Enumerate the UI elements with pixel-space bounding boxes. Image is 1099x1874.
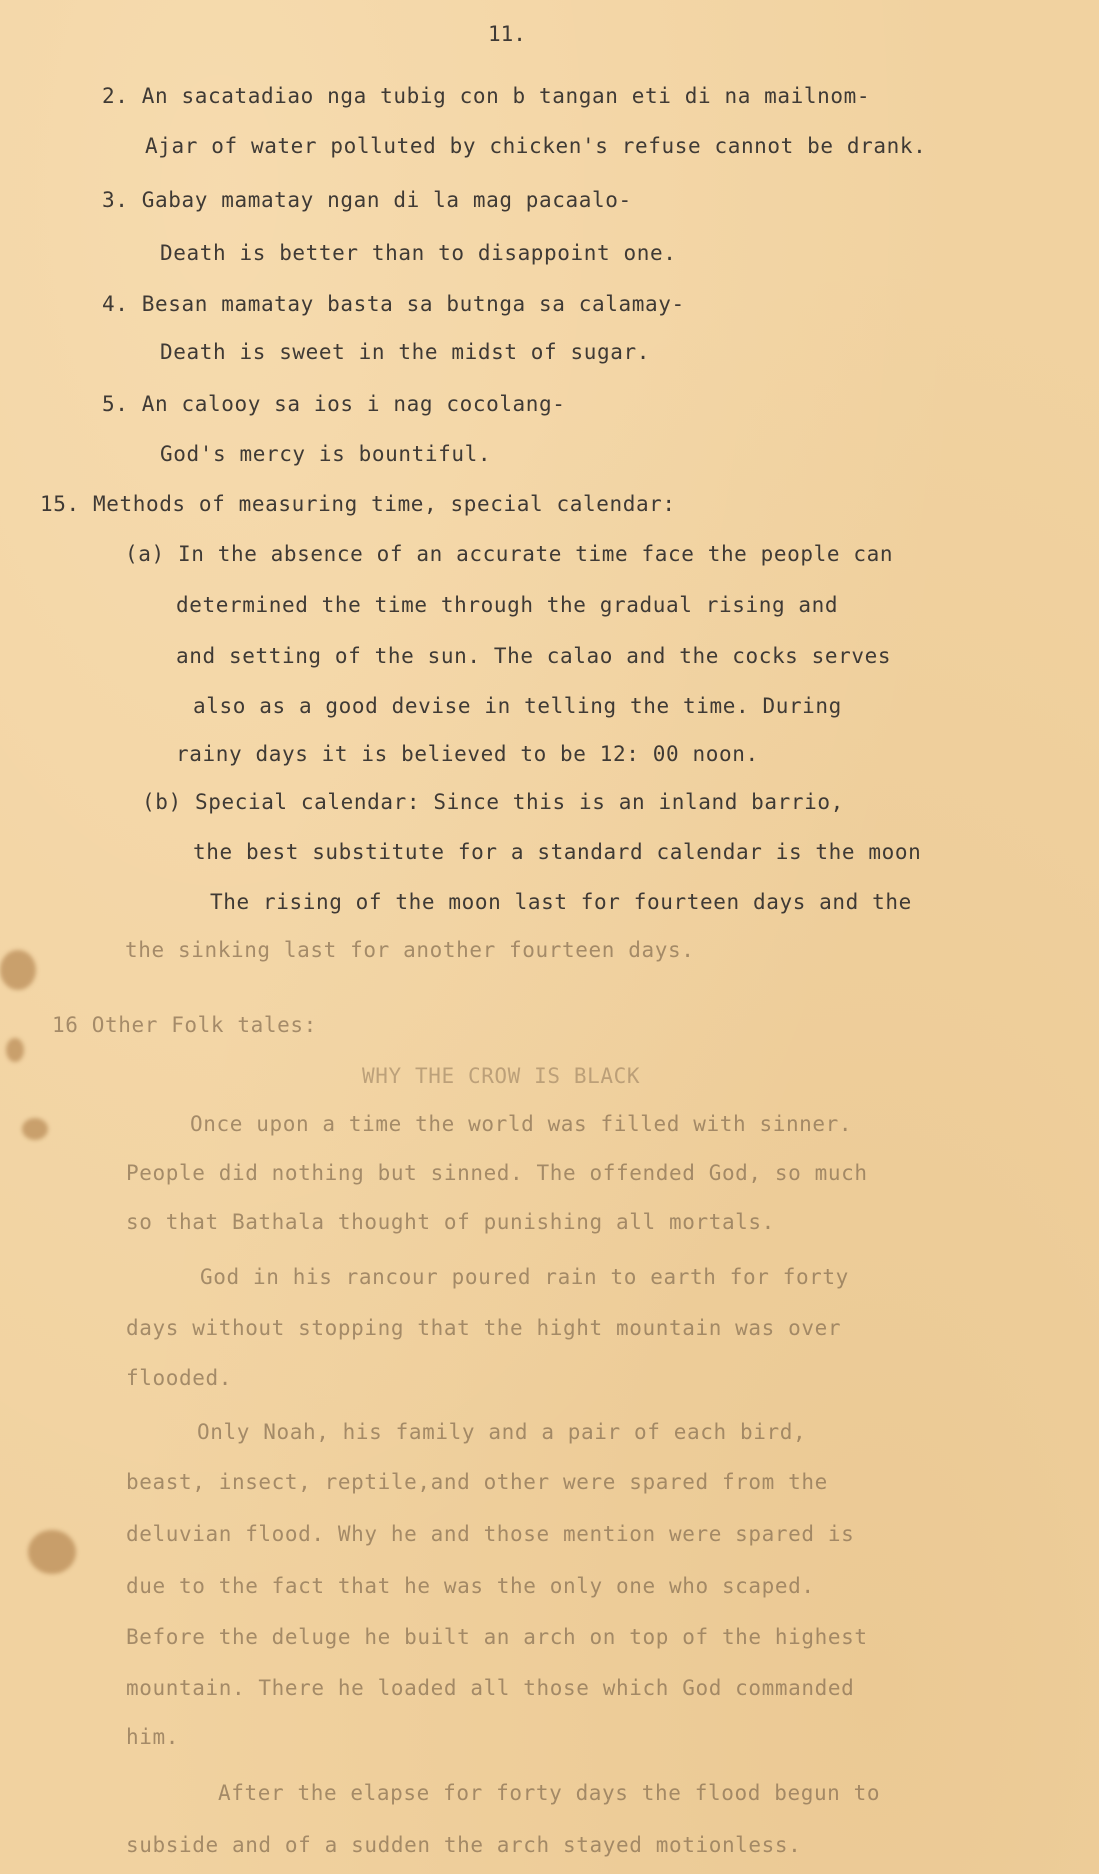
- story-line-15: subside and of a sudden the arch stayed motionless.: [126, 1833, 802, 1857]
- section-15b-line-3: The rising of the moon last for fourteen days and the: [210, 890, 912, 914]
- paper-stain: [28, 1530, 76, 1574]
- section-16-heading: 16 Other Folk tales:: [52, 1013, 317, 1037]
- proverb-2-native: 2. An sacatadiao nga tubig con b tangan eti di na mailnom-: [102, 84, 871, 108]
- story-title: WHY THE CROW IS BLACK: [362, 1064, 641, 1088]
- section-15b-line-1: (b) Special calendar: Since this is an inland barrio,: [142, 790, 844, 814]
- section-15a-line-3: and setting of the sun. The calao and the cocks serves: [176, 644, 892, 668]
- section-15a-line-1: (a) In the absence of an accurate time face the people can: [125, 542, 894, 566]
- proverb-3-native: 3. Gabay mamatay ngan di la mag pacaalo-: [102, 188, 632, 212]
- section-15-heading: 15. Methods of measuring time, special calendar:: [40, 492, 676, 516]
- section-15b-line-2: the best substitute for a standard calendar is the moon: [193, 840, 922, 864]
- section-15a-line-4: also as a good devise in telling the time. During: [193, 694, 842, 718]
- section-15a-line-2: determined the time through the gradual rising and: [176, 593, 839, 617]
- paper-stain: [22, 1118, 48, 1140]
- proverb-4-native: 4. Besan mamatay basta sa butnga sa calamay-: [102, 292, 685, 316]
- paper-stain: [6, 1038, 24, 1062]
- story-line-6: flooded.: [126, 1366, 232, 1390]
- story-line-1: Once upon a time the world was filled with sinner.: [190, 1112, 853, 1136]
- section-15a-line-5: rainy days it is believed to be 12: 00 noon.: [176, 742, 759, 766]
- story-line-12: mountain. There he loaded all those which God commanded: [126, 1676, 855, 1700]
- story-line-7: Only Noah, his family and a pair of each bird,: [197, 1420, 807, 1444]
- proverb-5-english: God's mercy is bountiful.: [160, 442, 492, 466]
- proverb-5-native: 5. An calooy sa ios i nag cocolang-: [102, 392, 566, 416]
- page-number: 11.: [488, 22, 526, 46]
- proverb-3-english: Death is better than to disappoint one.: [160, 241, 677, 265]
- proverb-2-english: Ajar of water polluted by chicken's refuse cannot be drank.: [145, 134, 927, 158]
- story-line-4: God in his rancour poured rain to earth for forty: [200, 1265, 849, 1289]
- story-line-2: People did nothing but sinned. The offended God, so much: [126, 1161, 868, 1185]
- story-line-11: Before the deluge he built an arch on top of the highest: [126, 1625, 868, 1649]
- story-line-5: days without stopping that the hight mountain was over: [126, 1316, 842, 1340]
- story-line-9: deluvian flood. Why he and those mention were spared is: [126, 1522, 855, 1546]
- story-line-13: him.: [126, 1725, 179, 1749]
- section-15b-line-4: the sinking last for another fourteen days.: [125, 938, 695, 962]
- proverb-4-english: Death is sweet in the midst of sugar.: [160, 340, 650, 364]
- story-line-14: After the elapse for forty days the flood begun to: [218, 1781, 881, 1805]
- story-line-8: beast, insect, reptile,and other were spared from the: [126, 1470, 828, 1494]
- paper-stain: [0, 950, 36, 990]
- story-line-3: so that Bathala thought of punishing all mortals.: [126, 1210, 775, 1234]
- story-line-10: due to the fact that he was the only one who scaped.: [126, 1574, 815, 1598]
